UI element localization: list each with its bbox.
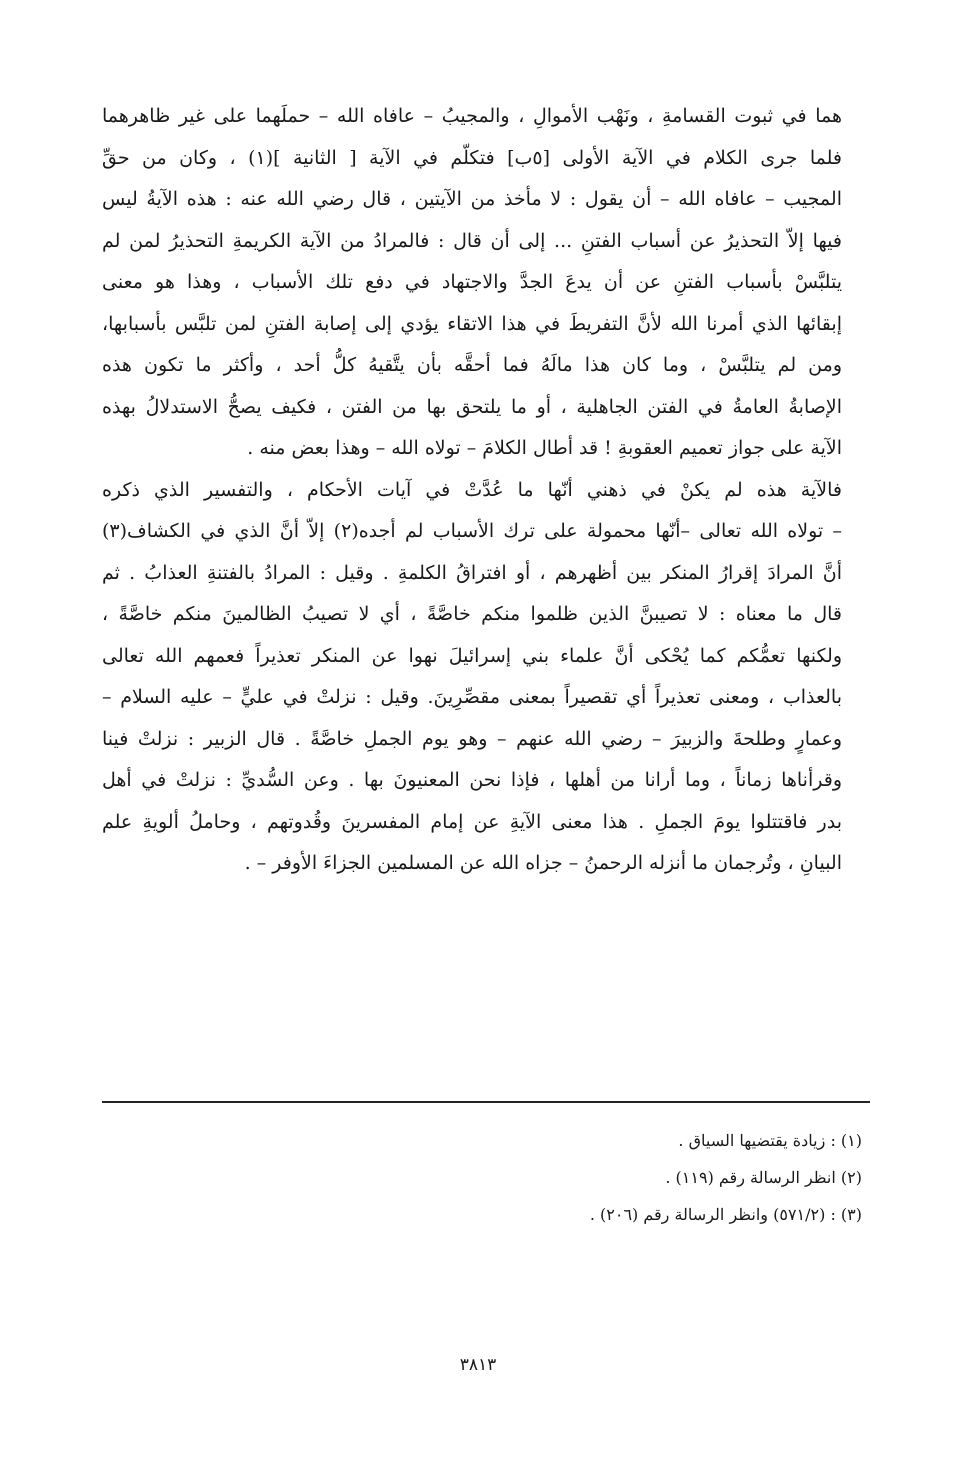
text-line: بدر فاقتتلوا يومَ الجملِ . هذا معنى الآيةِ عن إمام المفسرينَ وقُدوتهم ، وحاملُ ألويةِ علم [102, 810, 842, 833]
text-line: ومن لم يتلبَّسْ ، وما كان هذا مالَهُ فما أحقَّه بأن يتَّقيهُ كلُّ أحد ، وأكثر ما تكون هذه [102, 354, 842, 376]
text-line: إبقائها الذي أمرنا الله لأنَّ التفريطَ في هذا الاتقاء يؤدي إلى إصابة الفتنِ لمن تلبَّس بأسبابها، [102, 312, 842, 335]
text-line: أنَّ المرادَ إقرارُ المنكر بين أظهرهم ، أو افتراقُ الكلمةِ . وقيل : المرادُ بالفتنةِ العذابُ . ثم [102, 561, 842, 584]
footnotes [102, 1122, 862, 1233]
text-line: هما في ثبوت القسامةِ ، ونَهْب الأموالِ ، والمجيبُ – عافاه الله – حملَهما على غير ظاهرهما [102, 105, 842, 127]
text-line: وقرأناها زماناً ، وما أرانا من أهلها ، فإذا نحن المعنيونَ بها . وعن السُّديِّ : نزلتْ في أهل [102, 769, 842, 791]
text-line: بالعذاب ، ومعنى تعذيراً أي تقصيراً بمعنى مقصِّرِينَ. وقيل : نزلتْ في عليٍّ – عليه السلام – [102, 686, 842, 708]
text-line: المجيب – عافاه الله – أن يقول : لا مأخذ من الآيتين ، قال رضي الله عنه : هذه الآيةُ ليس [102, 188, 842, 210]
text-line: الآية على جواز تعميم العقوبةِ ! قد أطال الكلامَ – تولاه الله – وهذا بعض منه . [247, 437, 842, 459]
text-line: – تولاه الله تعالى –أنّها محمولة على ترك الأسباب لم أجده(٢) إلاّ أنَّ الذي في الكشاف(٣) [102, 520, 842, 542]
text-line: فالآية هذه لم يكنْ في ذهني أنّها ما عُدَّتْ في آيات الأحكام ، والتفسير الذي ذكره [102, 478, 842, 501]
footnote-divider [102, 1101, 870, 1103]
main-text [102, 96, 842, 885]
page-number: ٣٨١٣ [459, 1355, 497, 1375]
text-line: فلما جرى الكلام في الآية الأولى [٥ب] فتكلّم في الآية [ الثانية ](١) ، وكان من حقِّ [102, 146, 842, 169]
footnote: (١) : زيادة يقتضيها السياق . [678, 1131, 862, 1150]
text-line: قال ما معناه : لا تصيبنَّ الذين ظلموا منكم خاصَّةً ، أي لا تصيبُ الظالمينَ منكم خاصَّةً ، [102, 603, 842, 625]
text-line: فيها إلاّ التحذيرُ عن أسباب الفتنِ ... إلى أن قال : فالمرادُ من الآية الكريمةِ التحذيرُ لمن لم [102, 229, 842, 252]
text-line: الإصابةُ العامةُ في الفتن الجاهلية ، أو ما يلتحق بها من الفتن ، فكيف يصحُّ الاستدلالُ بهذه [102, 395, 842, 418]
text-line: وعمارٍ وطلحةَ والزبيرَ – رضي الله عنهم – وهو يوم الجملِ خاصَّةً . قال الزبير : نزلتْ فينا [102, 727, 842, 750]
footnote: (٢) انظر الرسالة رقم (١١٩) . [665, 1168, 862, 1187]
text-line: ولكنها تعمُّكم كما يُحْكى أنَّ علماء بني إسرائيلَ نهوا عن المنكر تعذيراً فعمهم الله تعالى [102, 644, 842, 667]
footnote: (٣) : (٥٧١/٢) وانظر الرسالة رقم (٢٠٦) . [589, 1205, 862, 1224]
text-line: البيانِ ، وتُرجمان ما أنزله الرحمنُ – جزاه الله عن المسلمين الجزاءَ الأوفر – . [244, 852, 842, 874]
text-line: يتلبَّسْ بأسباب الفتنِ عن أن يدعَ الجدَّ والاجتهاد في دفع تلك الأسباب ، وهذا هو معنى [102, 271, 842, 293]
